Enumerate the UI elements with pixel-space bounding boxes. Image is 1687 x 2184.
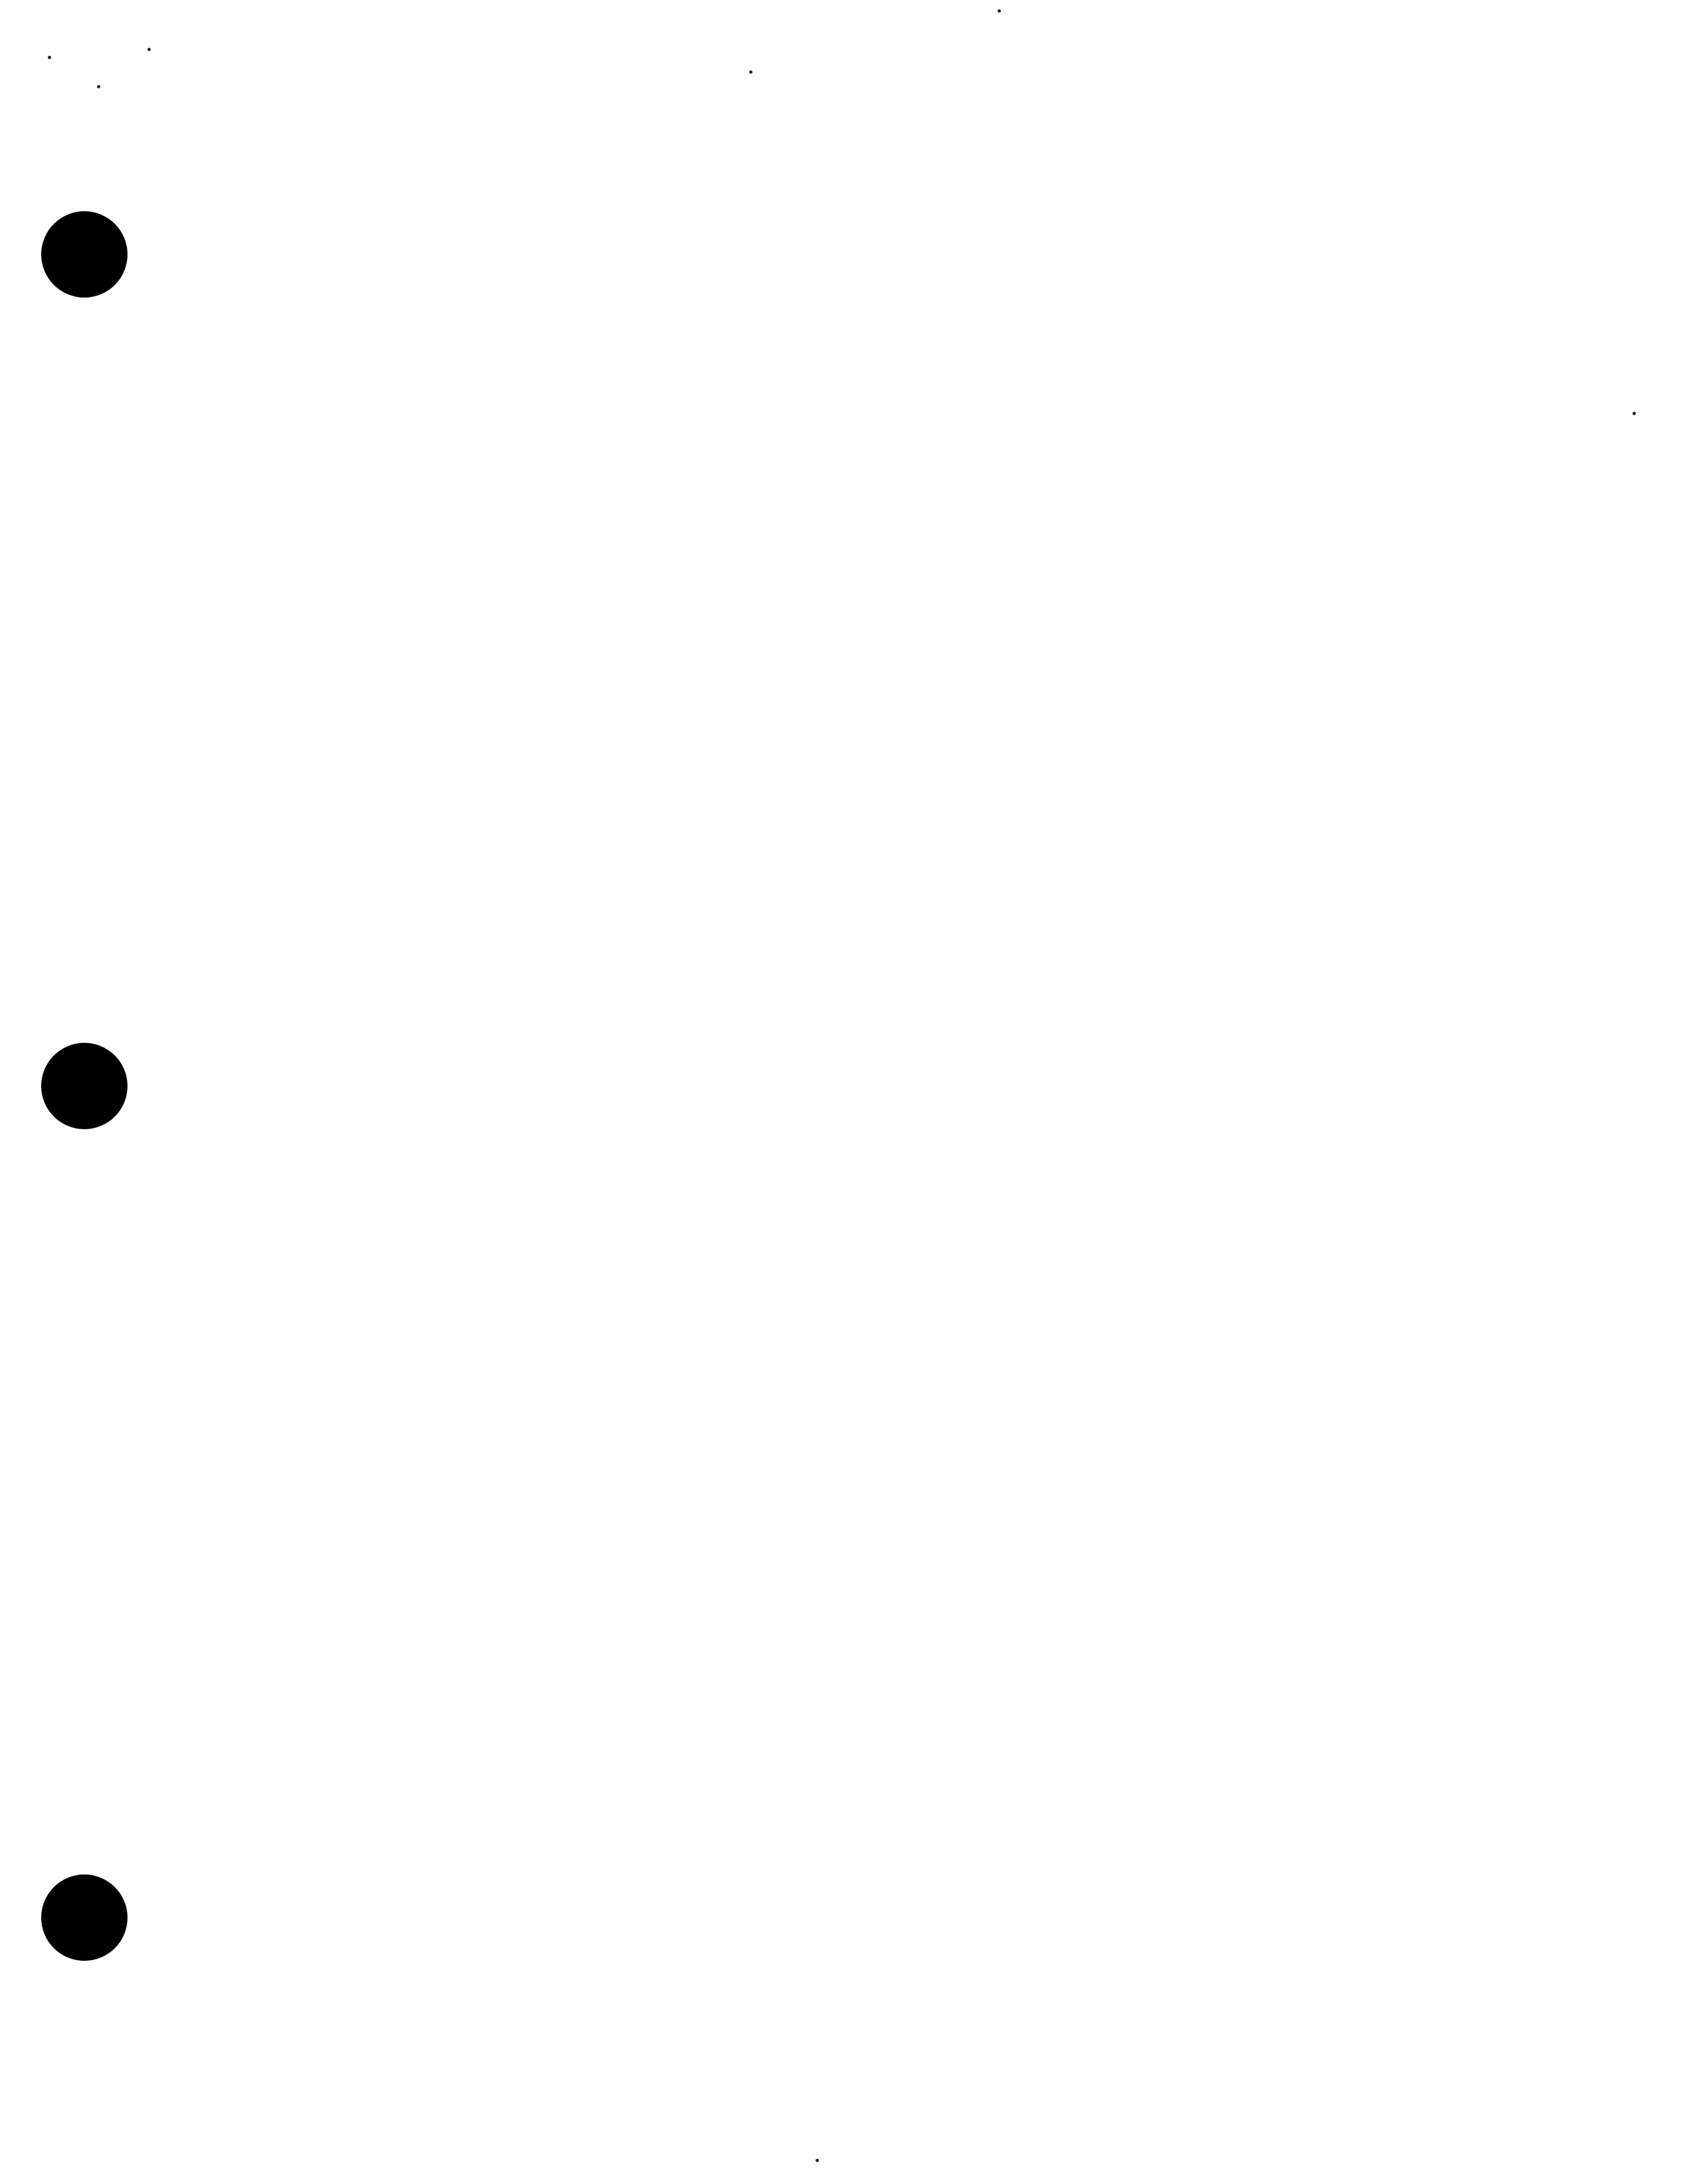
scan-speck	[48, 56, 51, 59]
scan-speck	[97, 85, 100, 88]
punch-hole-middle	[41, 1043, 128, 1129]
scan-speck	[1633, 412, 1636, 415]
scan-speck	[816, 2159, 819, 2162]
scan-speck	[749, 70, 753, 74]
scan-speck	[147, 48, 151, 51]
scan-speck	[998, 9, 1001, 13]
punch-hole-bottom	[41, 1874, 128, 1961]
punch-hole-top	[41, 211, 128, 298]
